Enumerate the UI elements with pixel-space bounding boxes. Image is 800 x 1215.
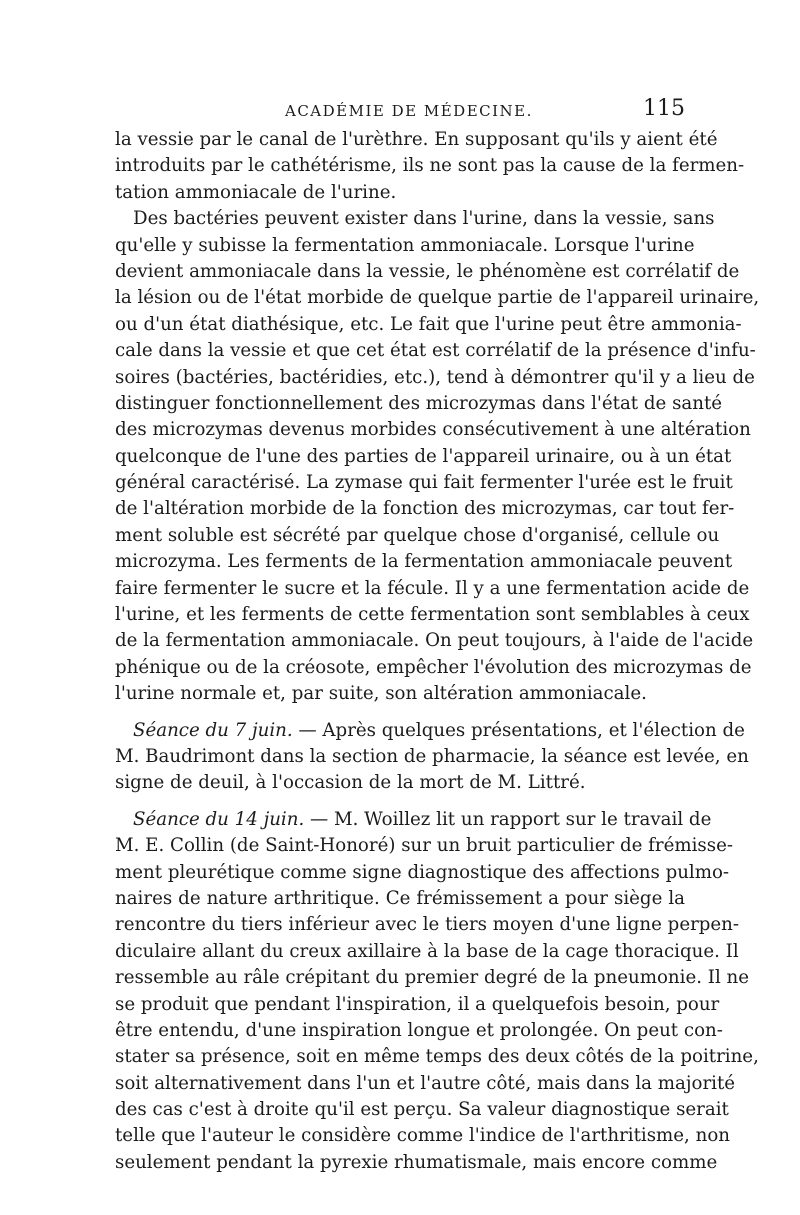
text-line: devient ammoniacale dans la vessie, le phénomène est corrélatif de	[115, 260, 740, 282]
session-date: Séance du 7 juin.	[133, 719, 293, 741]
text-line: ressemble au râle crépitant du premier degré de la pneumonie. Il ne	[115, 967, 750, 989]
text-line: rencontre du tiers inférieur avec le tiers moyen d'une ligne perpen-	[115, 914, 740, 936]
text-line: cale dans la vessie et que cet état est corrélatif de la présence d'infu-	[115, 340, 756, 362]
text-line: l'urine normale et, par suite, son altération ammoniacale.	[115, 683, 647, 705]
text-line: quelconque de l'une des parties de l'appareil urinaire, ou à un état	[115, 445, 732, 467]
paragraph	[115, 206, 760, 707]
paragraph-gap	[115, 797, 685, 807]
text-line: telle que l'auteur le considère comme l'indice de l'arthritisme, non	[115, 1125, 730, 1147]
text-line: être entendu, d'une inspiration longue et prolongée. On peut con-	[115, 1019, 723, 1041]
text-line: la vessie par le canal de l'urèthre. En supposant qu'ils y aient été	[115, 129, 718, 150]
text-line: la lésion ou de l'état morbide de quelque partie de l'appareil urinaire,	[115, 287, 760, 309]
paragraph-session	[115, 718, 749, 797]
text-line: faire fermenter le sucre et la fécule. Il y a une fermentation acide de	[115, 577, 750, 599]
text-line: signe de deuil, à l'occasion de la mort de M. Littré.	[115, 772, 586, 794]
text-line: ou d'un état diathésique, etc. Le fait que l'urine peut être ammonia-	[115, 313, 742, 335]
text-line: l'urine, et les ferments de cette fermentation sont semblables à ceux	[115, 604, 750, 626]
text-fragment: — Après quelques présentations, et l'élection de	[292, 719, 745, 741]
text-line: introduits par le cathétérisme, ils ne sont pas la cause de la fermen-	[115, 155, 745, 177]
text-line: des cas c'est à droite qu'il est perçu. Sa valeur diagnostique serait	[115, 1099, 729, 1121]
text-line: phénique ou de la créosote, empêcher l'évolution des microzymas de	[115, 656, 752, 678]
text-line: soit alternativement dans l'un et l'autre côté, mais dans la majorité	[115, 1072, 736, 1094]
text-line: diculaire allant du creux axillaire à la base de la cage thoracique. Il	[115, 940, 739, 962]
running-title: ACADÉMIE DE MÉDECINE.	[285, 102, 533, 120]
text-line: microzyma. Les ferments de la fermentation ammoniacale peuvent	[115, 551, 733, 573]
body-text	[115, 127, 760, 1176]
text-line: soires (bactéries, bactéridies, etc.), tend à démontrer qu'il y a lieu de	[115, 366, 755, 388]
text-line	[115, 807, 712, 833]
text-fragment: — M. Woillez lit un rapport sur le travail de	[304, 808, 712, 830]
paragraph-session	[115, 807, 759, 1176]
text-line	[115, 718, 745, 744]
paragraph-gap	[115, 708, 685, 718]
paragraph	[115, 127, 745, 206]
session-date: Séance du 14 juin.	[133, 808, 305, 830]
text-line: tation ammoniacale de l'urine.	[115, 181, 397, 203]
text-line: Des bactéries peuvent exister dans l'urine, dans la vessie, sans	[133, 208, 715, 230]
text-line: M. Baudrimont dans la section de pharmacie, la séance est levée, en	[115, 745, 749, 767]
text-line: se produit que pendant l'inspiration, il a quelquefois besoin, pour	[115, 993, 720, 1015]
text-line: stater sa présence, soit en même temps des deux côtés de la poitrine,	[115, 1046, 759, 1068]
text-line: général caractérisé. La zymase qui fait fermenter l'urée est le fruit	[115, 472, 733, 494]
text-line: ment pleurétique comme signe diagnostique des affections pulmo-	[115, 861, 730, 883]
text-line: de l'altération morbide de la fonction des microzymas, car tout fer-	[115, 498, 735, 520]
text-line: distinguer fonctionnellement des microzymas dans l'état de santé	[115, 392, 723, 414]
text-line: qu'elle y subisse la fermentation ammoniacale. Lorsque l'urine	[115, 234, 695, 256]
text-line: naires de nature arthritique. Ce frémissement a pour siège la	[115, 887, 685, 909]
text-line: ment soluble est sécrété par quelque chose d'organisé, cellule ou	[115, 524, 720, 546]
page-number: 115	[643, 96, 685, 121]
text-line: M. E. Collin (de Saint-Honoré) sur un bruit particulier de frémisse-	[115, 835, 733, 857]
text-line: seulement pendant la pyrexie rhumatismale, mais encore comme	[115, 1151, 718, 1173]
text-line: de la fermentation ammoniacale. On peut toujours, à l'aide de l'acide	[115, 630, 754, 652]
text-line: des microzymas devenus morbides consécutivement à une altération	[115, 419, 751, 441]
page-header	[115, 96, 685, 126]
